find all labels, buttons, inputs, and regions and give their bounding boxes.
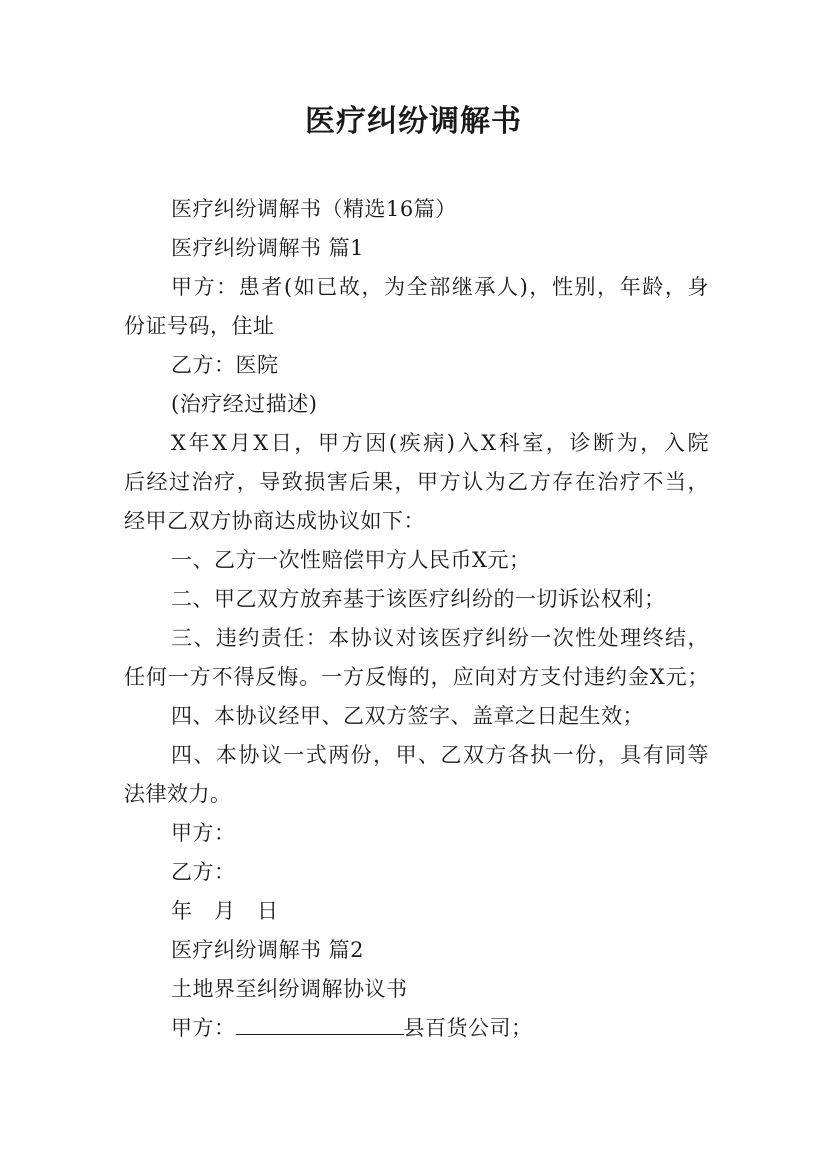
treatment-note: (治疗经过描述) bbox=[171, 392, 318, 416]
document-body bbox=[124, 190, 709, 1048]
party-b-line: 乙方：医院 bbox=[171, 353, 279, 377]
clause-5: 四、本协议一式两份，甲、乙双方各执一份，具有同等 bbox=[171, 743, 709, 767]
section-heading-1: 医疗纠纷调解书 篇1 bbox=[171, 236, 365, 260]
clause-2: 二、甲乙双方放弃基于该医疗纠纷的一切诉讼权利； bbox=[171, 587, 666, 611]
clause-4: 四、本协议经甲、乙双方签字、盖章之日起生效； bbox=[171, 704, 644, 728]
signature-party-a: 甲方： bbox=[171, 821, 236, 845]
blank-underline bbox=[236, 1012, 404, 1035]
clause-3: 三、违约责任：本协议对该医疗纠纷一次性处理终结， bbox=[171, 626, 709, 650]
doc-subtitle: 医疗纠纷调解书（精选16篇） bbox=[171, 197, 457, 221]
section-heading-2: 医疗纠纷调解书 篇2 bbox=[171, 938, 365, 962]
party-a-line-cont: 份证号码，住址 bbox=[124, 314, 275, 338]
party-a-label: 甲方： bbox=[171, 1016, 236, 1040]
agreement-title: 土地界至纠纷调解协议书 bbox=[171, 977, 408, 1001]
paragraph-line: 经甲乙双方协商达成协议如下： bbox=[124, 509, 425, 533]
clause-3-cont: 任何一方不得反悔。一方反悔的，应向对方支付违约金X元； bbox=[124, 665, 709, 689]
signature-date: 年 月 日 bbox=[171, 899, 279, 923]
party-a-company: 县百货公司； bbox=[403, 1016, 533, 1040]
party-a-line: 甲方：患者(如已故，为全部继承人)，性别，年龄，身 bbox=[171, 275, 709, 299]
paragraph-line: X年X月X日，甲方因(疾病)入X科室，诊断为，入院 bbox=[171, 431, 709, 455]
signature-party-b: 乙方： bbox=[171, 860, 236, 884]
document-title: 医疗纠纷调解书 bbox=[305, 104, 522, 139]
party-a-fill-line bbox=[124, 1009, 709, 1048]
clause-1: 一、乙方一次性赔偿甲方人民币X元； bbox=[171, 548, 531, 572]
paragraph-line: 后经过治疗，导致损害后果，甲方认为乙方存在治疗不当， bbox=[124, 470, 709, 494]
clause-5-cont: 法律效力。 bbox=[124, 782, 232, 806]
